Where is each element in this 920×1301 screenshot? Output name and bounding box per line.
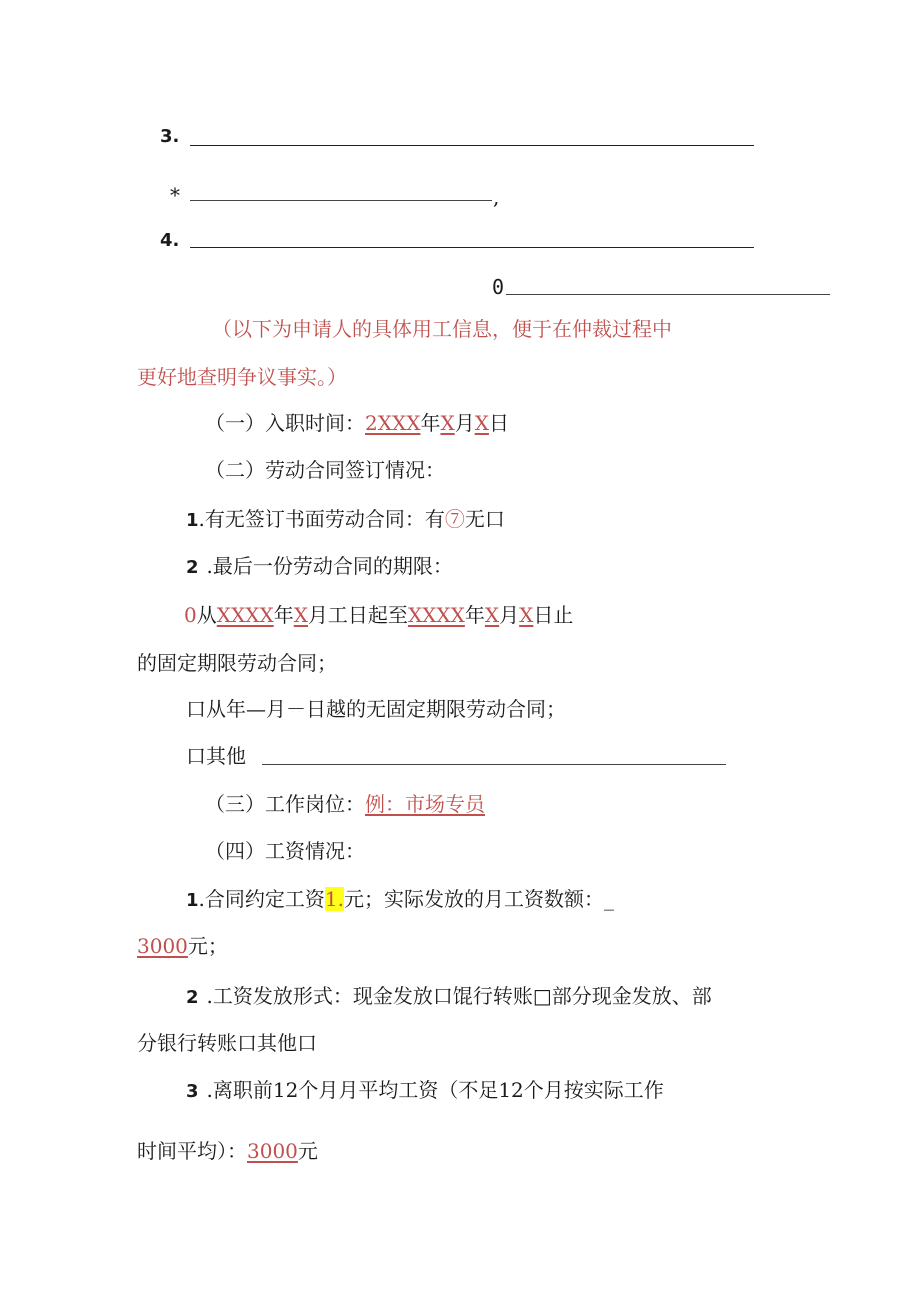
zero-blank-line [506,272,830,295]
zero-mark: 0 [492,275,505,299]
note-line-1: （以下为申请人的具体用工信息，便于在仲裁过程中 [212,317,672,341]
entry-time-label: （一）入职时间： [205,411,365,435]
wage-q1-contract-value: 1. [324,887,344,911]
fixed-term-start-year: XXXX [216,603,274,627]
contract-question-2 [186,553,453,581]
wage-q1-text: .合同约定工资 [198,887,325,911]
fixed-term-mid: 月工日起至 [307,603,408,627]
fixed-term-mark: 0 [184,603,197,627]
entry-day: X [474,411,489,435]
contract-q1-mark: ⑦ [444,507,465,531]
wage-heading: （四）工资情况： [205,839,365,863]
item-3-blank-line [190,121,754,146]
position-label: （三）工作岗位： [205,792,365,816]
year-unit: 年 [420,411,441,435]
wage-q3-line-2: 时间平均）： [137,1139,247,1163]
wage-q3-value: 3000 [247,1139,298,1163]
contract-q1-number: 1 [186,510,199,531]
item-4-blank-line [190,223,754,248]
contract-q1-after: 无口 [464,507,505,531]
wage-q3-text: .离职前12个月月平均工资（不足12个月按实际工作 [206,1078,664,1102]
wage-q3-line-2-row [137,1138,318,1164]
contract-question-1 [186,506,505,534]
fixed-term-end-text: 日止 [533,603,574,627]
position-row [205,791,485,817]
wage-q2-line-2: 分银行转账口其他口 [137,1031,317,1055]
wage-question-2 [186,983,712,1011]
fixed-term-row [184,602,573,628]
note-line-2: 更好地查明争议事实。） [137,365,347,389]
wage-q1-number: 1 [186,890,199,911]
position-value: 例：市场专员 [365,792,485,816]
star-comma: , [493,185,500,209]
contract-q2-number: 2 [186,557,199,578]
open-term-option: 口从年—月－日越的无固定期限劳动合同； [186,697,566,721]
fixed-term-from: 从 [196,603,217,627]
wage-q1-actual-row [137,933,228,959]
wage-q2-number: 2 [186,987,199,1008]
wage-q3-number: 3 [186,1081,199,1102]
fixed-term-end-year: XXXX [407,603,465,627]
fixed-term-year-unit-1: 年 [273,603,294,627]
item-4-number: 4. [160,230,180,251]
contract-q1-text: .有无签订书面劳动合同：有 [198,507,445,531]
fixed-term-continuation: 的固定期限劳动合同； [137,651,337,675]
star-mark: * [170,183,180,207]
month-unit: 月 [454,411,475,435]
other-option-label: 口其他 [186,744,246,768]
entry-time-row [205,410,509,436]
day-unit: 日 [488,411,509,435]
wage-q1-after: 元；实际发放的月工资数额：_ [343,887,614,911]
fixed-term-month-unit: 月 [499,603,520,627]
star-blank-line [190,178,492,201]
fixed-term-end-month: X [484,603,500,627]
wage-q3-unit: 元 [297,1139,318,1163]
fixed-term-year-unit-2: 年 [464,603,485,627]
entry-month: X [440,411,455,435]
wage-question-3 [186,1077,664,1105]
wage-question-1 [186,886,614,914]
contract-heading: （二）劳动合同签订情况： [205,458,445,482]
wage-q1-unit: 元； [187,934,228,958]
fixed-term-start-month: X [293,603,308,627]
entry-year: 2XXX [365,411,421,435]
item-3-number: 3. [160,126,180,147]
wage-q2-text: .工资发放形式：现金发放口馄行转账□部分现金发放、部 [206,984,712,1008]
wage-q1-actual-value: 3000 [137,934,188,958]
contract-q2-text: .最后一份劳动合同的期限： [206,554,453,578]
other-blank-line [262,742,726,765]
fixed-term-end-day: X [519,603,534,627]
